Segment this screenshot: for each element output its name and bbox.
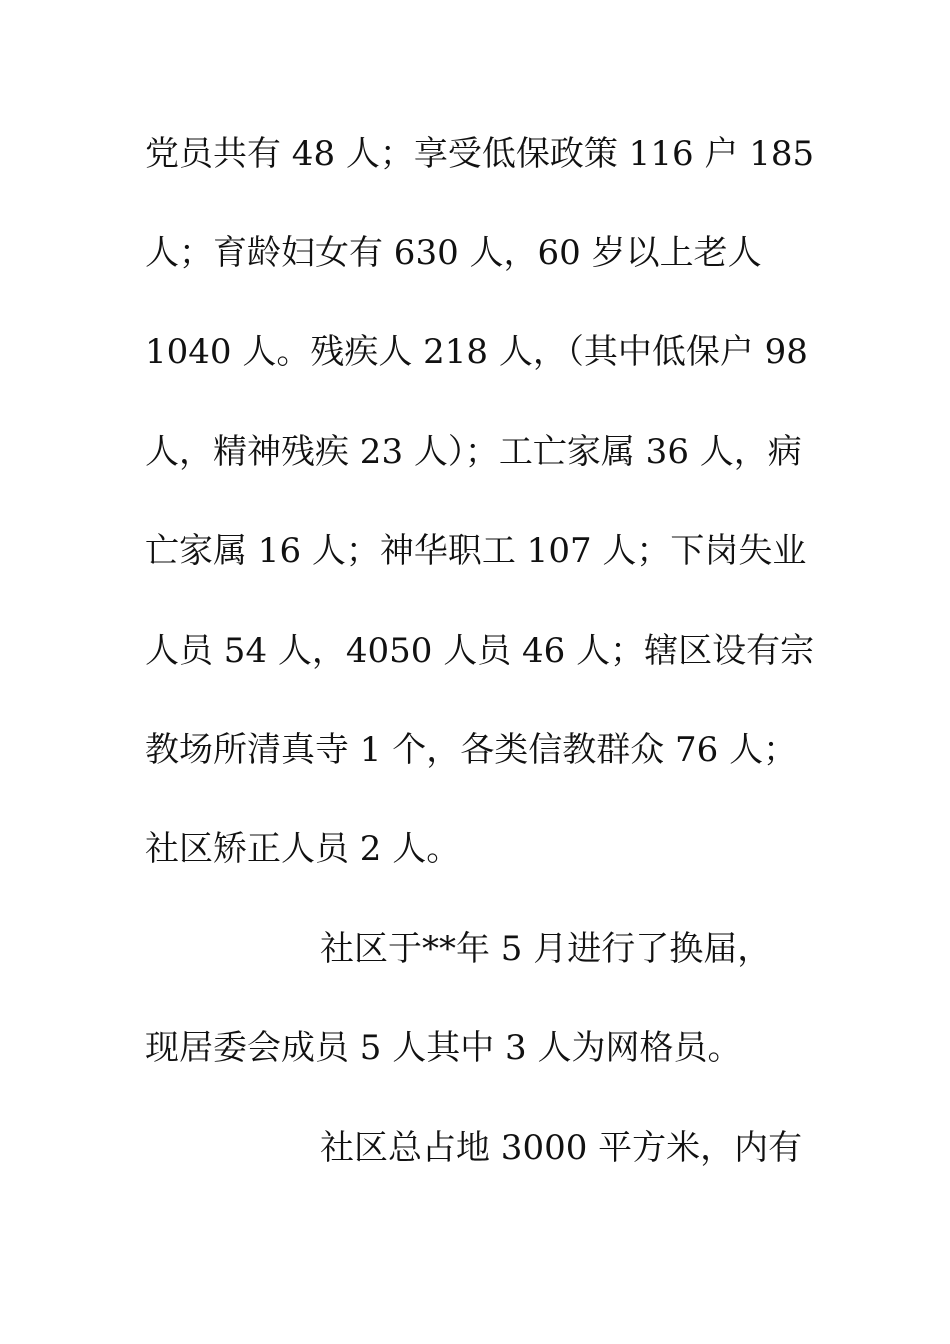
text-line: 人，精神残疾 23 人）；工亡家属 36 人，病 bbox=[145, 432, 802, 472]
text-line: 教场所清真寺 1 个，各类信教群众 76 人； bbox=[145, 730, 798, 770]
text-line: 现居委会成员 5 人其中 3 人为网格员。 bbox=[145, 1028, 742, 1068]
text-line: 人员 54 人，4050 人员 46 人；辖区设有宗 bbox=[145, 631, 815, 671]
text-line: 亡家属 16 人；神华职工 107 人；下岗失业 bbox=[145, 531, 807, 571]
text-line: 党员共有 48 人；享受低保政策 116 户 185 bbox=[145, 134, 815, 174]
text-line: 社区矫正人员 2 人。 bbox=[145, 829, 461, 869]
text-line: 人；育龄妇女有 630 人，60 岁以上老人 bbox=[145, 233, 762, 273]
text-line: 1040 人。残疾人 218 人，（其中低保户 98 bbox=[145, 332, 808, 372]
paragraph-start-line: 社区总占地 3000 平方米，内有 bbox=[320, 1128, 803, 1168]
paragraph-start-line: 社区于**年 5 月进行了换届， bbox=[320, 929, 772, 969]
